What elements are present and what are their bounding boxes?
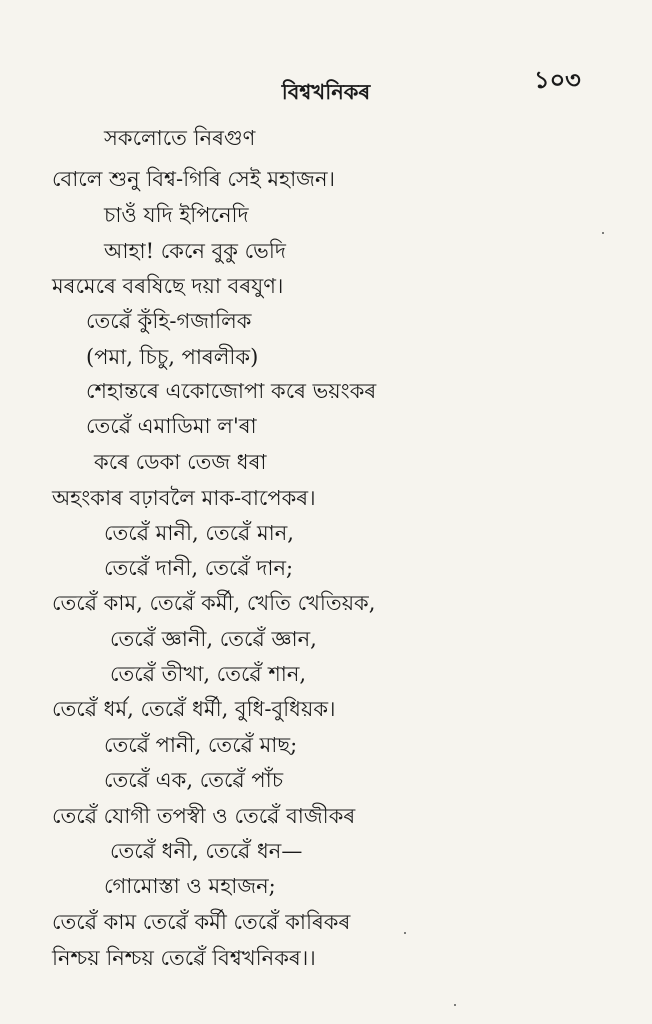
poem-line: তেৱেঁ পানী, তেৱেঁ মাছ; <box>104 733 298 757</box>
poem-line: তেৱেঁ দানী, তেৱেঁ দান; <box>104 556 294 580</box>
paper-speck <box>602 232 604 234</box>
poem-line: তেৱেঁ মানী, তেৱেঁ মান, <box>104 521 294 545</box>
paper-speck <box>454 1004 456 1006</box>
paper-speck <box>404 932 406 934</box>
poem-line: (পমা, চিচু, পাৰলীক) <box>86 345 259 369</box>
page-number: ১০৩ <box>534 65 581 94</box>
poem-line: কৰে ডেকা তেজ ধৰা <box>94 450 267 474</box>
poem-line: গোমোস্তা ও মহাজন; <box>104 874 276 898</box>
poem-line: তেৱেঁ কুঁহি-গজালিক <box>86 309 252 333</box>
poem-line: তেৱেঁ ধনী, তেৱেঁ ধন— <box>110 839 303 863</box>
poem-line: তেৱেঁ এমাডিমা ল'ৰা <box>86 414 257 438</box>
poem-line: আহা! কেনে বুকু ভেদি <box>104 239 286 263</box>
poem-line: তেৱেঁ ধৰ্ম, তেৱেঁ ধৰ্মী, বুধি-বুধিয়ক। <box>52 697 336 721</box>
poem-line: শেহান্তৰে একোজোপা কৰে ভয়ংকৰ <box>86 379 377 403</box>
poem-line: তেৱেঁ কাম তেৱেঁ কৰ্মী তেৱেঁ কাৰিকৰ <box>52 910 351 934</box>
poem-line: তেৱেঁ যোগী তপস্বী ও তেৱেঁ বাজীকৰ <box>52 804 356 828</box>
poem-line: তেৱেঁ কাম, তেৱেঁ কৰ্মী, খেতি খেতিয়ক, <box>52 591 376 615</box>
poem-line: নিশ্চয় নিশ্চয় তেৱেঁ বিশ্বখনিকৰ।। <box>52 946 316 970</box>
page-title: বিশ্বখনিকৰ <box>281 79 371 104</box>
poem-line: তেৱেঁ তীখা, তেৱেঁ শান, <box>110 662 307 686</box>
poem-line: মৰমেৰে বৰষিছে দয়া বৰযুণ। <box>52 274 284 298</box>
poem-line: বোলে শুনু বিশ্ব-গিৰি সেই মহাজন। <box>52 167 336 191</box>
poem-line: সকলোতে নিৰগুণ <box>104 126 256 150</box>
poem-line: অহংকাৰ বঢ়াবলৈ মাক-বাপেকৰ। <box>52 486 316 510</box>
poem-line: চাওঁ যদি ইপিনেদি <box>104 203 249 227</box>
poem-line: তেৱেঁ এক, তেৱেঁ পাঁচ <box>104 768 284 792</box>
poem-line: তেৱেঁ জ্ঞানী, তেৱেঁ জ্ঞান, <box>110 627 317 651</box>
